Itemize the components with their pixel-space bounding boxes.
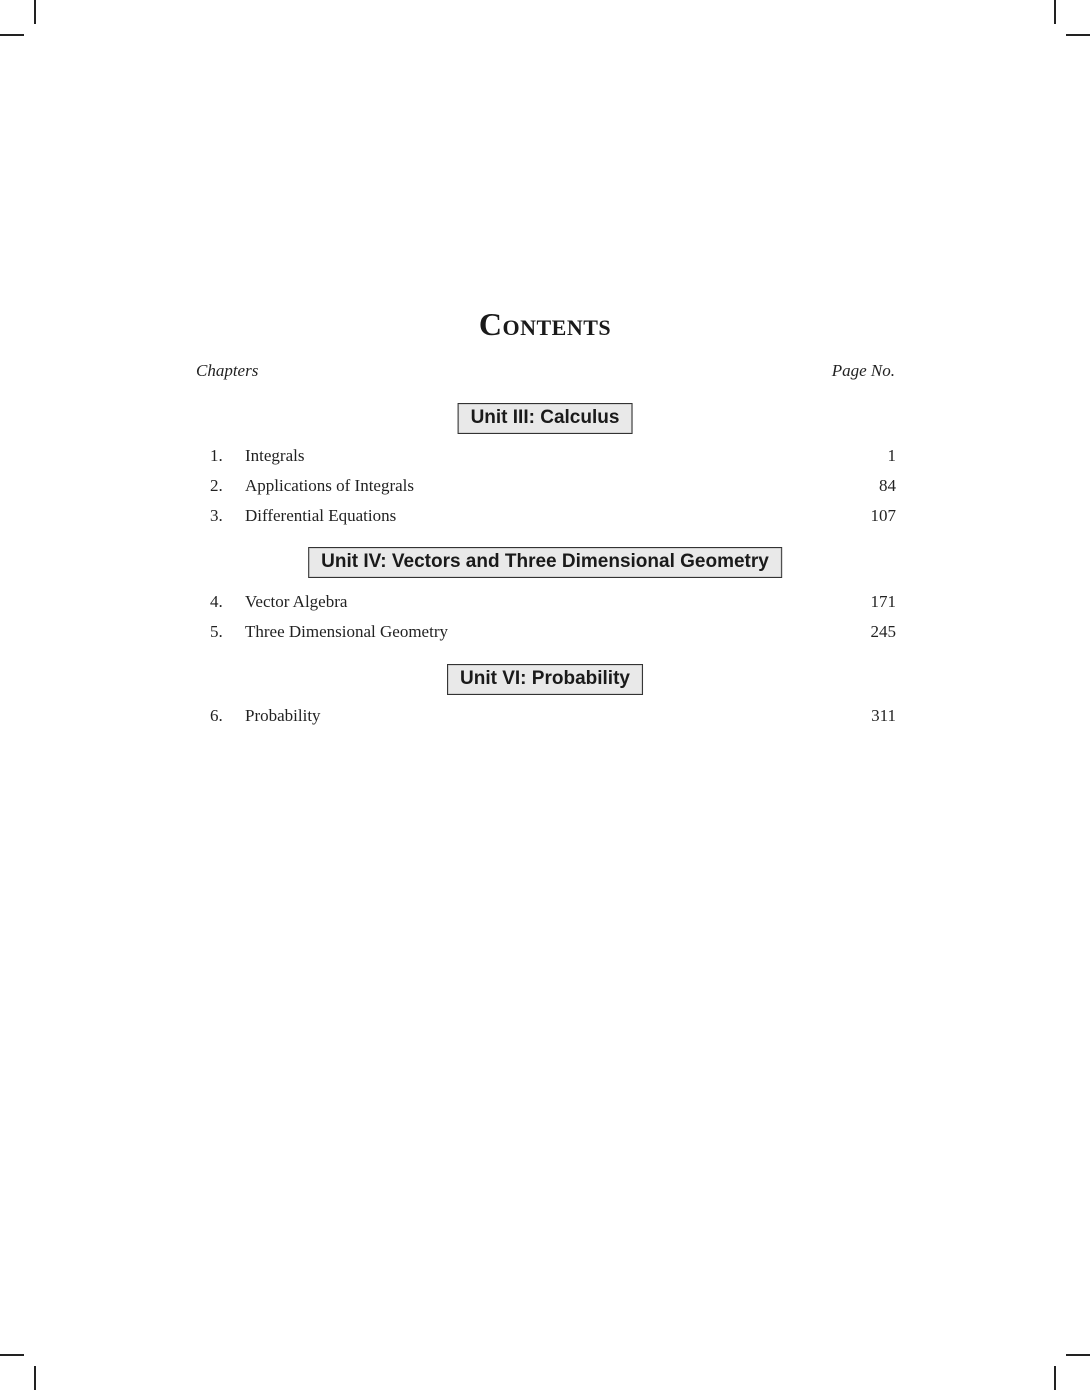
crop-mark: [1054, 1366, 1056, 1390]
crop-mark: [1066, 34, 1090, 36]
chapter-title: Differential Equations: [245, 506, 397, 525]
toc-row[interactable]: [210, 446, 896, 470]
toc-row[interactable]: [210, 476, 896, 500]
chapter-number: 1.: [210, 446, 223, 465]
toc-row[interactable]: [210, 592, 896, 616]
chapter-page-number: 245: [870, 622, 896, 641]
crop-mark: [34, 0, 36, 24]
crop-mark: [1066, 1354, 1090, 1356]
chapter-page-number: 1: [887, 446, 896, 465]
chapter-page-number: 311: [871, 706, 896, 725]
chapter-number: 6.: [210, 706, 223, 725]
page-title: Contents: [478, 306, 612, 342]
chapter-title: Three Dimensional Geometry: [245, 622, 448, 641]
chapter-title: Probability: [245, 706, 321, 725]
chapter-page-number: 171: [870, 592, 896, 611]
toc-row[interactable]: [210, 706, 896, 730]
chapter-title: Vector Algebra: [245, 592, 348, 611]
crop-mark: [0, 34, 24, 36]
crop-mark: [0, 1354, 24, 1356]
chapter-title: Applications of Integrals: [245, 476, 415, 495]
crop-mark: [34, 1366, 36, 1390]
unit-heading: Unit VI: Probability: [447, 664, 643, 695]
chapter-number: 4.: [210, 592, 223, 611]
toc-row[interactable]: [210, 506, 896, 530]
chapter-title: Integrals: [245, 446, 305, 465]
chapter-page-number: 84: [879, 476, 896, 495]
chapter-number: 3.: [210, 506, 223, 525]
chapter-number: 2.: [210, 476, 223, 495]
unit-heading: Unit III: Calculus: [458, 403, 633, 434]
page-number-column-header: Page No.: [831, 361, 895, 380]
chapter-page-number: 107: [870, 506, 896, 525]
crop-mark: [1054, 0, 1056, 24]
toc-row[interactable]: [210, 622, 896, 646]
chapter-number: 5.: [210, 622, 223, 641]
chapters-column-header: Chapters: [196, 361, 259, 380]
unit-heading: Unit IV: Vectors and Three Dimensional Geometry: [308, 547, 782, 578]
